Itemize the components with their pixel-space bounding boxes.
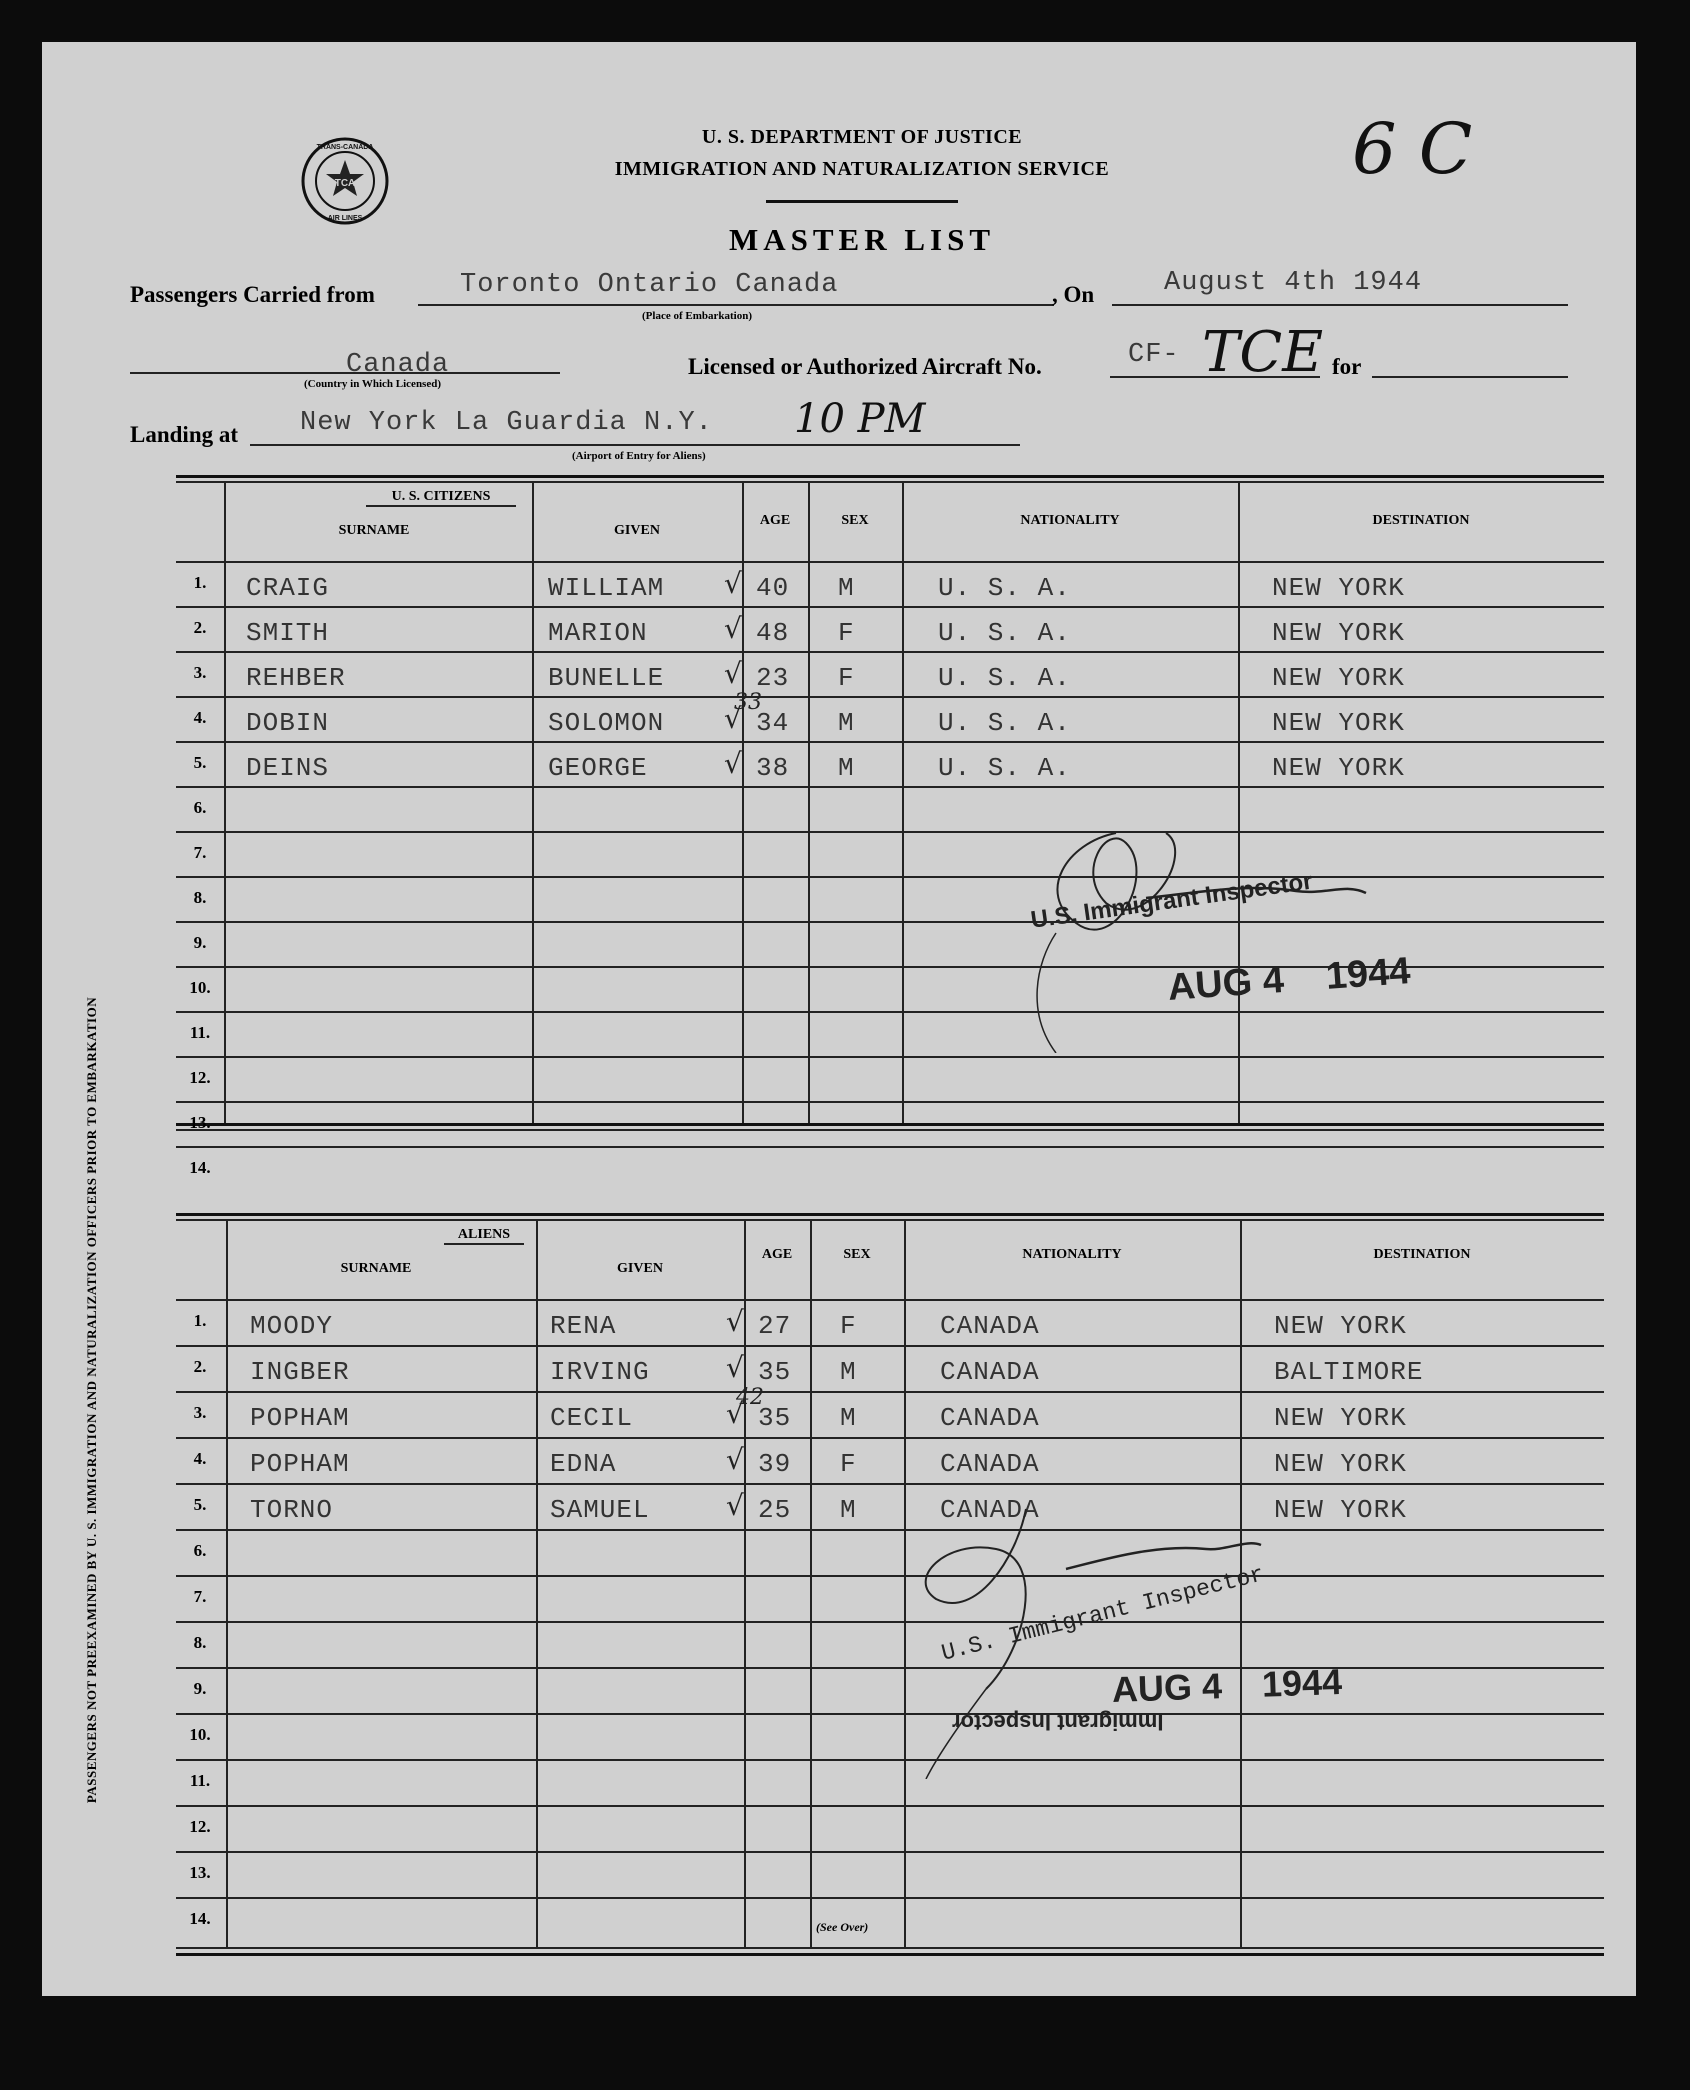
row-divider [176, 1345, 1604, 1347]
row-divider [176, 1101, 1604, 1103]
row-divider [176, 696, 1604, 698]
check-mark-icon: √ [726, 1397, 744, 1430]
sex-cell: M [840, 1495, 857, 1525]
age-cell: 35 [758, 1403, 792, 1433]
row-number: 8. [193, 888, 207, 907]
nationality-cell: CANADA [940, 1311, 1040, 1341]
sex-cell: M [840, 1403, 857, 1433]
col-destination: DESTINATION [1373, 1247, 1471, 1262]
check-mark-icon: √ [724, 612, 742, 645]
row-divider [176, 1897, 1604, 1899]
row-divider [176, 786, 1604, 788]
aircraft-label: Licensed or Authorized Aircraft No. [688, 354, 1042, 379]
landing-underline [250, 444, 1020, 446]
row-number: 9. [193, 933, 207, 952]
nationality-cell: CANADA [940, 1449, 1040, 1479]
on-value: August 4th 1944 [1164, 268, 1423, 298]
inspector-signature [996, 813, 1416, 1053]
row-number: 2. [193, 618, 207, 637]
landing-value: New York La Guardia N.Y. [300, 408, 713, 438]
row-number: 8. [193, 1633, 207, 1652]
row-number: 1. [193, 1311, 207, 1330]
service-heading: IMMIGRATION AND NATURALIZATION SERVICE [614, 158, 1110, 180]
landing-caption: (Airport of Entry for Aliens) [572, 450, 706, 462]
row-divider [176, 606, 1604, 608]
check-mark-icon: √ [726, 1351, 744, 1384]
check-mark-icon: √ [724, 567, 742, 600]
destination-cell: NEW YORK [1274, 1449, 1407, 1479]
aircraft-prefix: CF- [1128, 340, 1180, 370]
age-cell: 40 [756, 573, 790, 603]
given-cell: WILLIAM [548, 573, 665, 603]
destination-cell: NEW YORK [1272, 618, 1405, 648]
aliens-stamp-date: AUG 4 1944 [1111, 1660, 1343, 1710]
country-underline [130, 372, 560, 374]
row-number: 3. [193, 663, 207, 682]
row-divider [176, 651, 1604, 653]
aircraft-value: TCE [1202, 320, 1324, 385]
destination-cell: NEW YORK [1272, 708, 1405, 738]
row-number: 6. [193, 1541, 207, 1560]
age-cell: 25 [758, 1495, 792, 1525]
citizens-group-label: U. S. CITIZENS [366, 489, 516, 507]
col-destination: DESTINATION [1372, 513, 1470, 528]
destination-cell: NEW YORK [1274, 1403, 1407, 1433]
page-title: MASTER LIST [728, 222, 996, 257]
row-number: 1. [193, 573, 207, 592]
row-number: 3. [193, 1403, 207, 1422]
col-given: GIVEN [617, 1261, 663, 1276]
check-mark-icon: √ [726, 1305, 744, 1338]
document-page [42, 42, 1636, 1996]
nationality-cell: U. S. A. [938, 573, 1071, 603]
row-number: 14. [189, 1158, 211, 1177]
row-divider [176, 1805, 1604, 1807]
row-number: 13. [189, 1113, 211, 1132]
sex-cell: F [838, 663, 855, 693]
age-cell: 34 [756, 708, 790, 738]
given-cell: RENA [550, 1311, 617, 1341]
surname-cell: DOBIN [246, 708, 330, 738]
row-number: 11. [189, 1771, 211, 1790]
surname-cell: REHBER [246, 663, 346, 693]
row-number: 5. [193, 753, 207, 772]
surname-cell: INGBER [250, 1357, 350, 1387]
landing-label: Landing at [130, 422, 239, 447]
aliens-table [176, 1213, 1604, 1953]
given-cell: SAMUEL [550, 1495, 650, 1525]
country-caption: (Country in Which Licensed) [304, 378, 442, 390]
carried-from-label: Passengers Carried from [130, 282, 375, 307]
age-correction: 42 [736, 1385, 764, 1410]
destination-cell: BALTIMORE [1274, 1357, 1424, 1387]
for-label: for [1332, 354, 1362, 379]
col-age: AGE [761, 1247, 793, 1262]
on-underline [1112, 304, 1568, 306]
nationality-cell: CANADA [940, 1403, 1040, 1433]
destination-cell: NEW YORK [1272, 573, 1405, 603]
sex-cell: F [838, 618, 855, 648]
col-nationality: NATIONALITY [1022, 1247, 1122, 1262]
page-mark: 6 C [1352, 108, 1473, 190]
row-number: 4. [193, 708, 207, 727]
row-divider [176, 1437, 1604, 1439]
destination-cell: NEW YORK [1274, 1311, 1407, 1341]
row-number: 10. [189, 1725, 211, 1744]
nationality-cell: U. S. A. [938, 618, 1071, 648]
svg-text:TRANS-CANADA: TRANS-CANADA [316, 144, 374, 151]
heading-rule [766, 200, 958, 203]
see-over-footer: (See Over) [816, 1920, 869, 1934]
nationality-cell: CANADA [940, 1495, 1040, 1525]
aliens-group-label: ALIENS [444, 1227, 524, 1245]
given-cell: GEORGE [548, 753, 648, 783]
col-sex: SEX [841, 513, 869, 528]
row-number: 12. [189, 1817, 211, 1836]
check-mark-icon: √ [724, 657, 742, 690]
aliens-stamp-inverted: Immigrant Inspector [952, 1710, 1164, 1735]
aliens-stamp-label: U.S. Immigrant Inspector [938, 1561, 1267, 1667]
row-number: 2. [193, 1357, 207, 1376]
surname-cell: DEINS [246, 753, 330, 783]
airline-logo [300, 136, 390, 226]
surname-cell: MOODY [250, 1311, 334, 1341]
country-value: Canada [346, 350, 450, 380]
age-cell: 39 [758, 1449, 792, 1479]
row-divider [176, 1391, 1604, 1393]
row-number: 11. [189, 1023, 211, 1042]
landing-note: 10 PM [794, 396, 926, 442]
side-note: PASSENGERS NOT PREEXAMINED BY U. S. IMMIGRATION AND NATURALIZATION OFFICERS PRIOR TO EMBARKATION [84, 996, 99, 1804]
destination-cell: NEW YORK [1274, 1495, 1407, 1525]
destination-cell: NEW YORK [1272, 663, 1405, 693]
row-number: 12. [189, 1068, 211, 1087]
age-cell: 27 [758, 1311, 792, 1341]
age-cell: 38 [756, 753, 790, 783]
row-number: 10. [189, 978, 211, 997]
age-cell: 23 [756, 663, 790, 693]
nationality-cell: U. S. A. [938, 753, 1071, 783]
nationality-cell: U. S. A. [938, 663, 1071, 693]
check-mark-icon: √ [724, 747, 742, 780]
age-cell: 48 [756, 618, 790, 648]
col-given: GIVEN [614, 523, 660, 538]
col-nationality: NATIONALITY [1020, 513, 1120, 528]
given-cell: BUNELLE [548, 663, 665, 693]
svg-text:TCA: TCA [334, 178, 356, 189]
given-cell: IRVING [550, 1357, 650, 1387]
given-cell: SOLOMON [548, 708, 665, 738]
row-number: 7. [193, 843, 207, 862]
destination-cell: NEW YORK [1272, 753, 1405, 783]
carried-from-underline [418, 304, 1054, 306]
row-divider [176, 1146, 1604, 1148]
sex-cell: M [838, 753, 855, 783]
carried-from-value: Toronto Ontario Canada [460, 270, 839, 300]
on-label: , On [1052, 282, 1095, 307]
col-surname: SURNAME [340, 1261, 412, 1276]
carried-from-caption: (Place of Embarkation) [642, 310, 752, 322]
row-number: 9. [193, 1679, 207, 1698]
svg-text:AIR LINES: AIR LINES [327, 215, 363, 222]
surname-cell: SMITH [246, 618, 330, 648]
given-cell: EDNA [550, 1449, 617, 1479]
age-cell: 35 [758, 1357, 792, 1387]
inspector-signature [876, 1499, 1316, 1779]
sex-cell: F [840, 1449, 857, 1479]
row-number: 13. [189, 1863, 211, 1882]
row-divider [176, 1851, 1604, 1853]
given-cell: CECIL [550, 1403, 634, 1433]
department-heading: U. S. DEPARTMENT OF JUSTICE [701, 126, 1023, 148]
col-surname: SURNAME [338, 523, 410, 538]
check-mark-icon: √ [726, 1489, 744, 1522]
surname-cell: TORNO [250, 1495, 334, 1525]
col-age: AGE [759, 513, 791, 528]
row-number: 5. [193, 1495, 207, 1514]
check-mark-icon: √ [724, 702, 742, 735]
for-underline [1372, 376, 1568, 378]
given-cell: MARION [548, 618, 648, 648]
nationality-cell: CANADA [940, 1357, 1040, 1387]
row-number: 4. [193, 1449, 207, 1468]
row-divider [176, 1056, 1604, 1058]
citizens-table [176, 475, 1604, 1177]
nationality-cell: U. S. A. [938, 708, 1071, 738]
col-sex: SEX [843, 1247, 871, 1262]
surname-cell: POPHAM [250, 1449, 350, 1479]
sex-cell: F [840, 1311, 857, 1341]
check-mark-icon: √ [726, 1443, 744, 1476]
sex-cell: M [838, 573, 855, 603]
row-divider [176, 1483, 1604, 1485]
row-number: 14. [189, 1909, 211, 1928]
age-correction: 33 [734, 690, 762, 715]
sex-cell: M [838, 708, 855, 738]
row-number: 6. [193, 798, 207, 817]
surname-cell: POPHAM [250, 1403, 350, 1433]
surname-cell: CRAIG [246, 573, 330, 603]
row-divider [176, 741, 1604, 743]
sex-cell: M [840, 1357, 857, 1387]
citizens-stamp-label: U.S. Immigrant Inspector [1029, 867, 1315, 934]
row-number: 7. [193, 1587, 207, 1606]
citizens-stamp-date: AUG 4 1944 [1166, 950, 1412, 1009]
